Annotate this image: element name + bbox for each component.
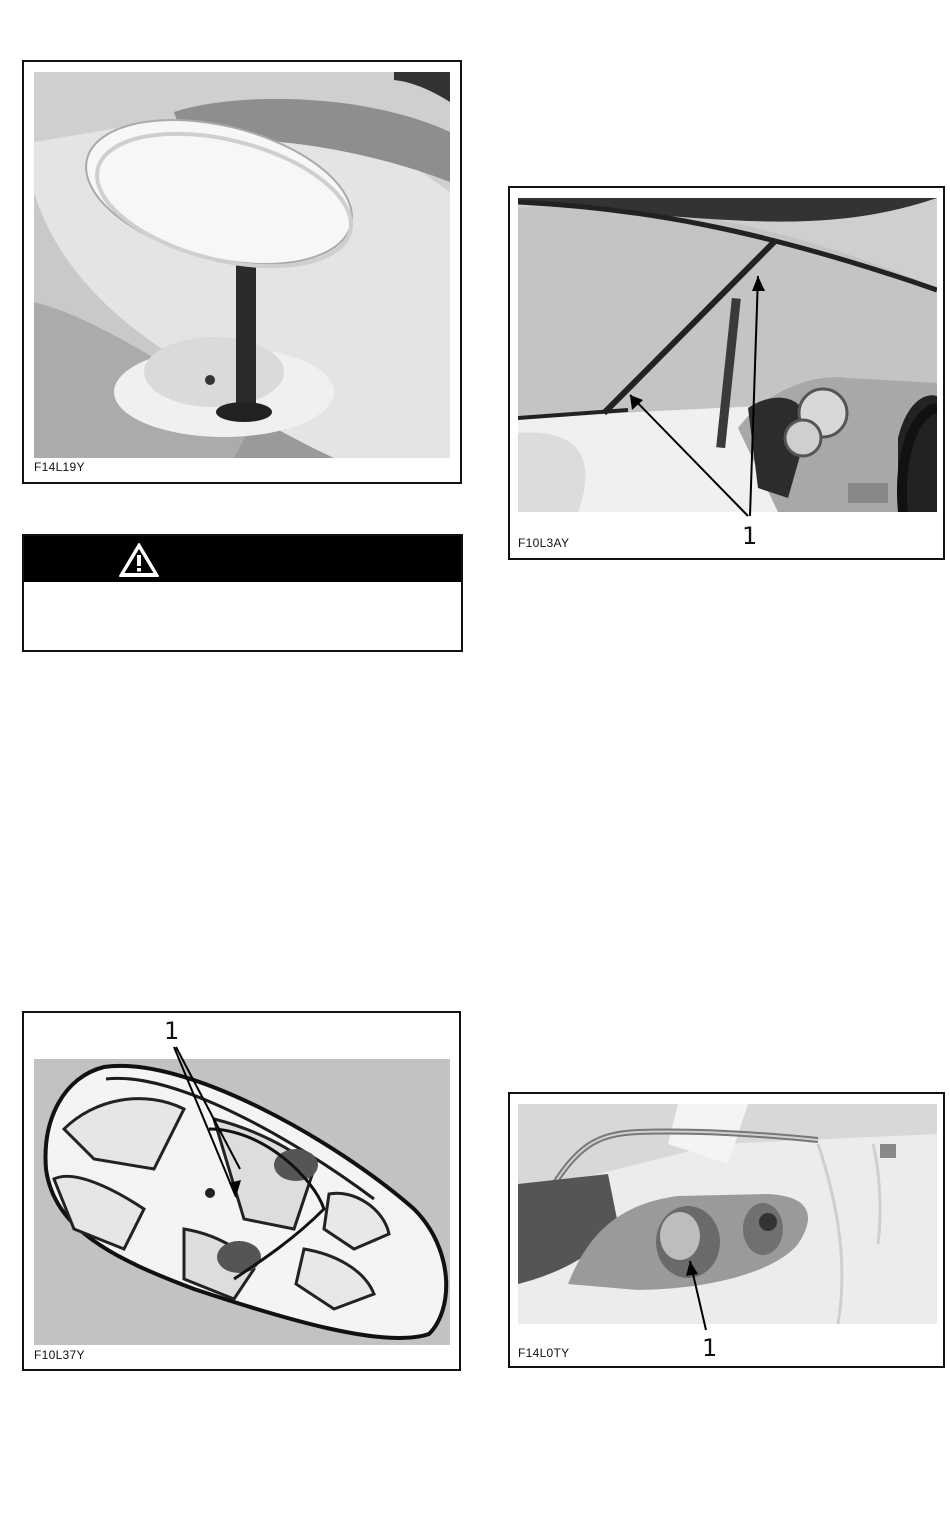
callout-leader-lines	[24, 1013, 463, 1373]
figure-code: F10L37Y	[34, 1348, 85, 1362]
figure-code: F10L3AY	[518, 536, 570, 550]
warning-header	[24, 536, 461, 582]
callout-leader-lines	[510, 188, 947, 562]
table-photo	[34, 72, 450, 458]
figure-table	[22, 60, 462, 484]
warning-triangle-icon	[118, 542, 160, 578]
figure-windshield	[508, 186, 945, 560]
figure-boat	[22, 1011, 461, 1371]
callout-leader-lines	[510, 1094, 947, 1370]
callout-number: 1	[164, 1017, 180, 1045]
figure-lights	[508, 1092, 945, 1368]
callout-number: 1	[702, 1334, 718, 1362]
warning-box	[22, 534, 463, 652]
figure-code: F14L19Y	[34, 460, 85, 474]
figure-code: F14L0TY	[518, 1346, 570, 1360]
callout-number: 1	[742, 522, 758, 550]
